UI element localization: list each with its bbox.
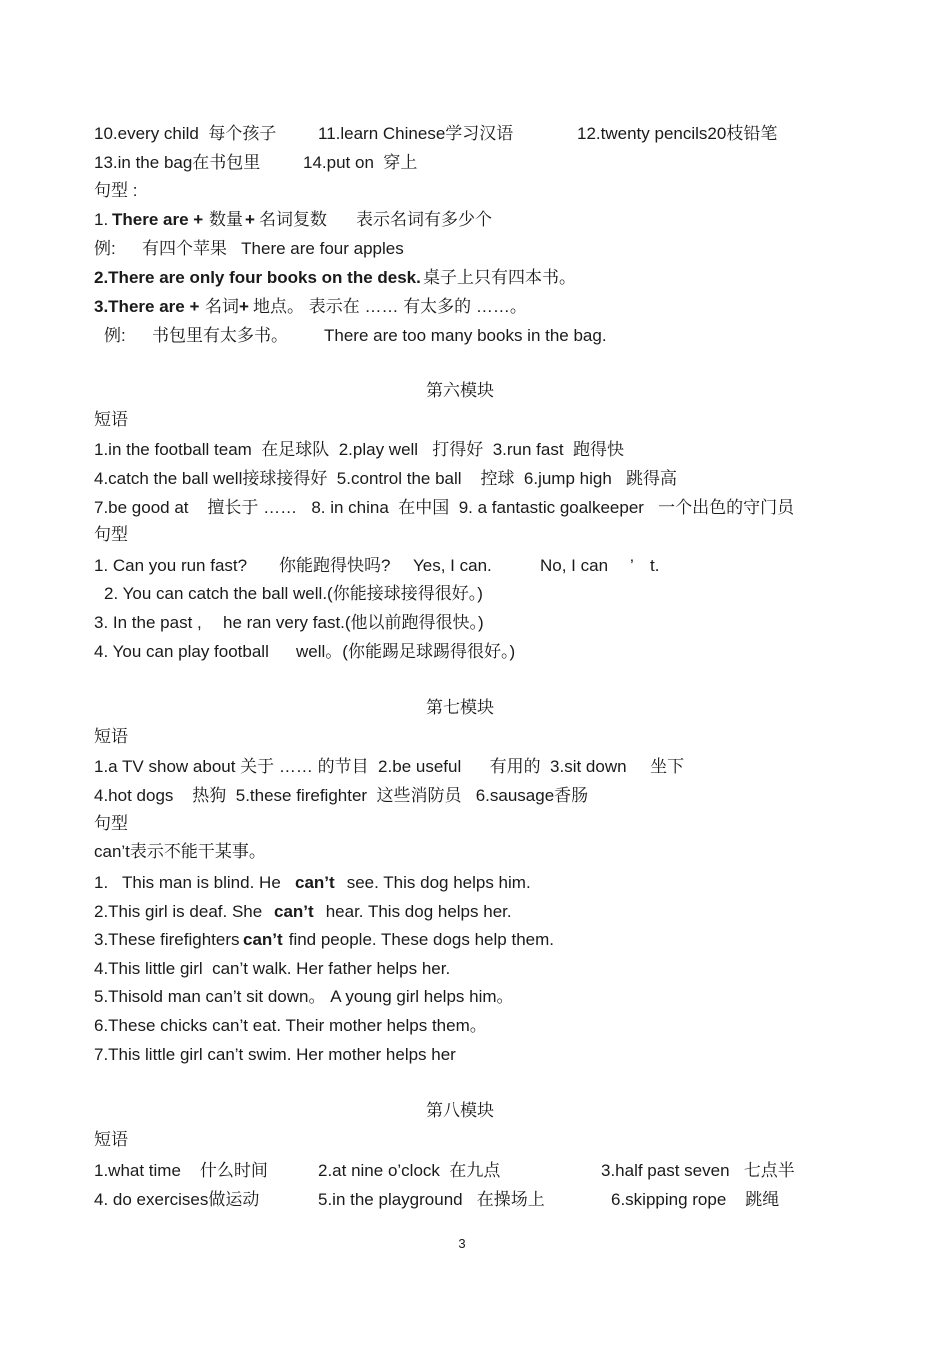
text-segment: 5.Thisold man can’t sit down。 A young girl helps him。 — [94, 987, 514, 1006]
text-segment: see. This dog helps him. — [342, 873, 531, 892]
text-segment: 12.twenty pencils20枝铅笔 — [577, 124, 778, 143]
text-segment: find people. These dogs help them. — [284, 930, 554, 949]
text-segment: 例: — [104, 326, 126, 345]
text-segment: 7.be good at 擅长于 …… 8. in china 在中国 9. a fantastic goalkeeper 一个出色的守门员 — [94, 498, 795, 517]
text-segment: 你能跑得快吗? — [279, 556, 391, 575]
text-segment: can’t表示不能干某事。 — [94, 842, 266, 861]
text-segment: 句型 — [94, 525, 128, 544]
text-segment: t. — [650, 556, 660, 575]
text-segment: well。(你能踢足球踢得很好。) — [296, 642, 516, 661]
text-segment: 有四个苹果 There are four apples — [142, 239, 404, 258]
text-segment: 表示名词有多少个 — [356, 210, 492, 229]
text-segment: 4. You can play football — [94, 642, 269, 661]
text-segment: 例: — [94, 239, 116, 258]
text-segment: 11.learn Chinese学习汉语 — [318, 124, 514, 143]
text-segment: + — [245, 210, 255, 229]
text-segment: 5.in the playground 在操场上 — [318, 1190, 545, 1209]
text-segment: 6.skipping rope 跳绳 — [611, 1190, 780, 1209]
text-segment: he ran very fast.(他以前跑得很快。) — [223, 613, 484, 632]
text-segment: 名词 — [205, 297, 239, 316]
text-segment: 10.every child 每个孩子 — [94, 124, 277, 143]
text-segment: 1.what time 什么时间 — [94, 1161, 268, 1180]
text-segment: 短语 — [94, 410, 128, 429]
text-segment: can’t — [295, 873, 335, 892]
text-segment: 4.hot dogs 热狗 5.these firefighter 这些消防员 6.sausage香肠 — [94, 786, 589, 805]
section-heading: 第七模块 — [426, 698, 494, 717]
text-segment: 3.There are + — [94, 297, 200, 316]
text-segment: There are + — [112, 210, 204, 229]
text-segment: + — [239, 297, 249, 316]
text-segment: 14.put on 穿上 — [303, 153, 418, 172]
text-segment: 地点。 表示在 …… 有太多的 ……。 — [253, 297, 527, 316]
text-segment: 3.These firefighters — [94, 930, 245, 949]
text-segment: 3. In the past , — [94, 613, 202, 632]
text-segment: 2. You can catch the ball well.(你能接球接得很好。) — [104, 584, 483, 603]
text-segment: can’t — [274, 902, 314, 921]
text-segment: 书包里有太多书。 — [152, 326, 288, 345]
text-segment: can’t — [243, 930, 283, 949]
text-segment: ’ — [630, 556, 634, 575]
page-number: 3 — [458, 1236, 466, 1251]
text-segment: 2.There are only four books on the desk. — [94, 268, 421, 287]
text-segment: hear. This dog helps her. — [321, 902, 512, 921]
section-heading: 第六模块 — [426, 381, 494, 400]
text-segment: 6.These chicks can’t eat. Their mother helps them。 — [94, 1016, 487, 1035]
text-segment: 名词复数 — [259, 210, 327, 229]
text-segment: There are too many books in the bag. — [324, 326, 607, 345]
text-segment: 4. do exercises做运动 — [94, 1190, 260, 1209]
text-segment: 2.at nine o’clock 在九点 — [318, 1161, 501, 1180]
text-segment: 1. — [94, 210, 113, 229]
section-heading: 第八模块 — [426, 1101, 494, 1120]
text-segment: 桌子上只有四本书。 — [423, 268, 576, 287]
text-segment: 2.This girl is deaf. She — [94, 902, 267, 921]
text-segment: 3.half past seven 七点半 — [601, 1161, 795, 1180]
text-segment: 4.catch the ball well接球接得好 5.control the ball 控球 6.jump high 跳得高 — [94, 469, 677, 488]
text-segment: 13.in the bag在书包里 — [94, 153, 261, 172]
text-segment: 数量 — [209, 210, 243, 229]
text-segment: 4.This little girl can’t walk. Her father helps her. — [94, 959, 451, 978]
text-segment: 短语 — [94, 1130, 128, 1149]
text-segment: 1.in the football team 在足球队 2.play well 打得好 3.run fast 跑得快 — [94, 440, 625, 459]
text-segment: 1.a TV show about 关于 …… 的节目 2.be useful 有用的 3.sit down 坐下 — [94, 757, 685, 776]
text-segment: Yes, I can. — [413, 556, 492, 575]
text-segment: 短语 — [94, 727, 128, 746]
text-segment: No, I can — [540, 556, 609, 575]
text-segment: 7.This little girl can’t swim. Her mother helps her — [94, 1045, 456, 1064]
text-segment: 1. Can you run fast? — [94, 556, 248, 575]
text-segment: 句型 : — [94, 181, 138, 200]
text-segment: 1. This man is blind. He — [94, 873, 286, 892]
text-segment: 句型 — [94, 814, 128, 833]
